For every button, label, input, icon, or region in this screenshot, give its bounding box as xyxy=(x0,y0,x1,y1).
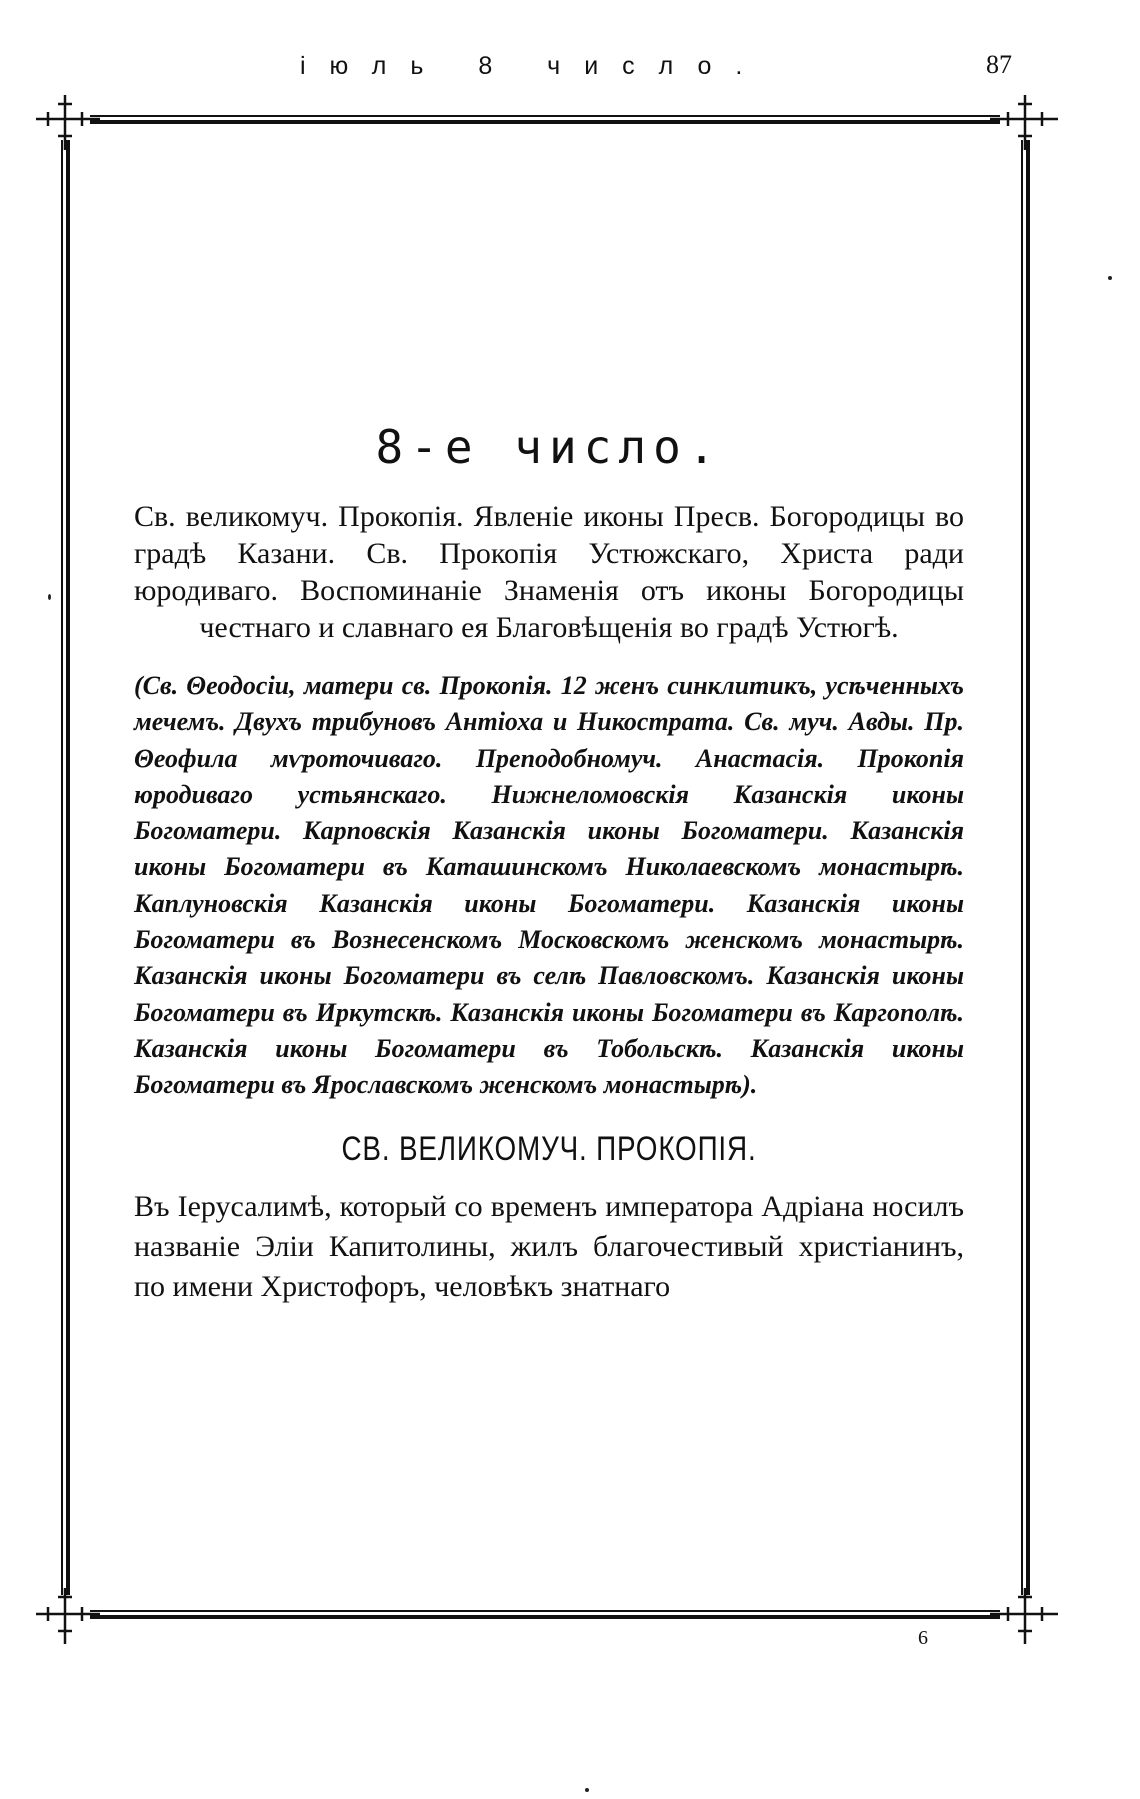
feast-summary: Св. великомуч. Прокопія. Явленіе иконы Пресв. Богородицы во градѣ Казани. Св. Прокопія Устюжскаго, Христа ради юродиваго. Воспоминаніе Знаменія отъ иконы Богородицы честнаго и славнаго ея Благовѣщенія во градѣ Устюгѣ. xyxy=(134,500,964,644)
corner-ornament-bottom-right xyxy=(990,1588,1058,1644)
running-title: іюль 8 число. xyxy=(300,52,767,80)
ink-speck xyxy=(1108,276,1112,280)
body-text: Въ Іерусалимѣ, который со временъ императора Адріана носилъ названіе Эліи Капитолины, жилъ благочестивый христіанинъ, по имени Христофоръ, человѣкъ знатнаго xyxy=(134,1189,964,1303)
page-number: 87 xyxy=(986,50,1012,79)
ink-speck xyxy=(48,594,51,600)
commemorations-note: (Св. Θеодосіи, матери св. Прокопія. 12 женъ синклитикъ, усѣченныхъ мечемъ. Двухъ трибуновъ Антіоха и Никострата. Св. муч. Авды. Пр. Θеофила мѵроточиваго. Преподобномуч. Анастасія. Прокопія юродиваго устьянскаго. Нижнеломовскія Казанскія иконы Богоматери. Карповскія Казанскія иконы Богоматери. Казанскія иконы Богоматери въ Каташинскомъ Николаевскомъ монастырѣ. Каплуновскія Казанскія иконы Богоматери. Казанскія иконы Богоматери въ Вознесенскомъ Московскомъ женскомъ монастырѣ. Казанскія иконы Богоматери въ селѣ Павловскомъ. Казанскія иконы Богоматери въ Иркутскѣ. Казанскія иконы Богоматери въ Каргополѣ. Казанскія иконы Богоматери въ Тобольскѣ. Казанскія иконы Богоматери въ Ярославскомъ женскомъ монастырѣ). xyxy=(134,671,964,1100)
day-heading: 8-е число. xyxy=(375,420,723,474)
corner-ornament-top-right xyxy=(990,95,1058,150)
signature-mark: 6 xyxy=(918,1627,928,1649)
ink-speck xyxy=(585,1788,589,1792)
section-heading: СВ. ВЕЛИКОМУЧ. ПРОКОПІЯ. xyxy=(341,1129,757,1168)
page-content xyxy=(134,420,964,1307)
